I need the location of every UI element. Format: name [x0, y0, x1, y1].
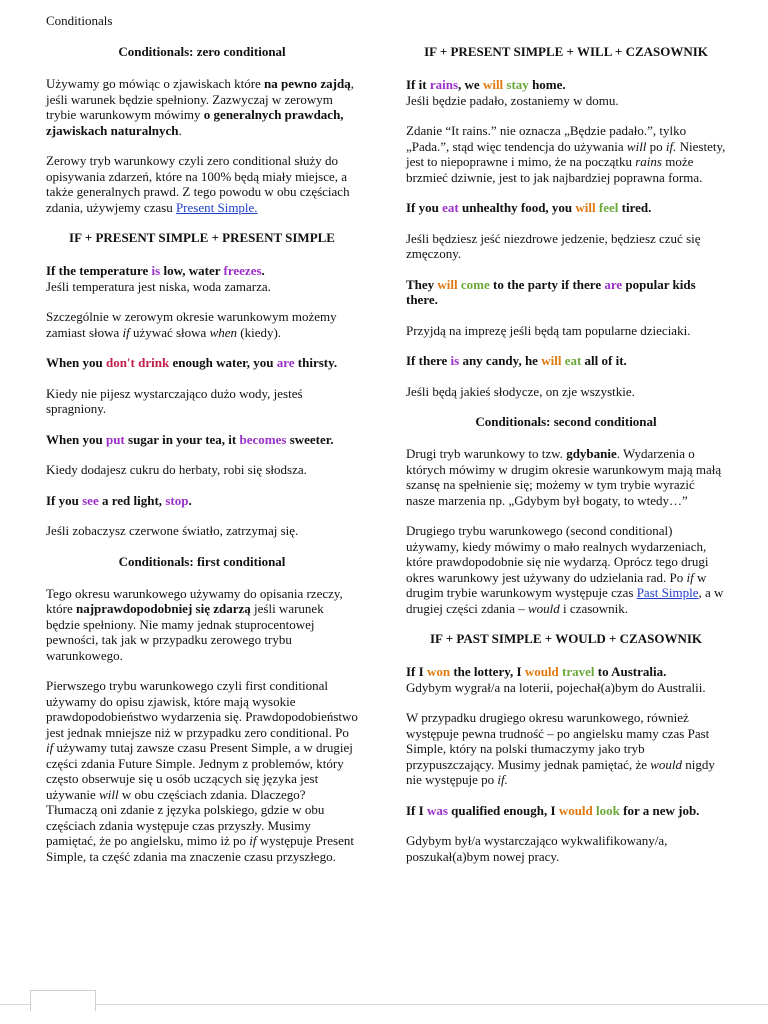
rains-paragraph: Zdanie “It rains.” nie oznacza „Będzie padało.”, tylko „Pada.”, stąd więc tendencja do używania will po if. Niestety, jest to niepoprawne i mimo, że na początku rains może brzmieć dziwnie, jest to jak najbardziej poprawna forma. [406, 123, 726, 185]
zero-detail-paragraph: Zerowy tryb warunkowy czyli zero conditional służy do opisywania zdarzeń, które na 100% będą miały miejsce, a także generalnych prawd. Z tego powodu w obu częściach zdania, używjemy czasu Present Simple. [46, 153, 350, 215]
example-7-translation: Przyjdą na imprezę jeśli będą tam popularne dzieciaki. [406, 322, 691, 338]
formula-zero: IF + PRESENT SIMPLE + PRESENT SIMPLE [69, 230, 335, 245]
present-simple-link[interactable]: Present Simple. [175, 199, 258, 215]
document-header: Conditionals [46, 13, 113, 28]
would-paragraph: W przypadku drugiego okresu warunkowego, również występuje pewna trudność – po angielsku mamy czas Past Simple, który na polski tłumaczymy jako tryb przypuszczający. Musimy jednak pamiętać, że would nigdy nie występuje po if. [406, 710, 715, 787]
example-3-translation: Kiedy dodajesz cukru do herbaty, robi się słodsza. [46, 462, 307, 477]
heading-second-conditional: Conditionals: second conditional [475, 414, 657, 429]
left-column [46, 44, 358, 879]
past-simple-link[interactable]: Past Simple [636, 585, 699, 600]
example-5: If it rains, we will stay home. Jeśli będzie padało, zostaniemy w domu. [406, 77, 619, 108]
heading-first-conditional: Conditionals: first conditional [118, 553, 286, 569]
formula-first: IF + PRESENT SIMPLE + WILL + CZASOWNIK [424, 44, 708, 59]
second-intro-paragraph: Drugi tryb warunkowy to tzw. gdybanie. Wydarzenia o których mówimy w drugim okresie warunkowym mają małą szansę na spełnienie się; możemy w tym trybie wyrazić nasze marzenia np. „Gdybym był bogaty, to wtedy…” [406, 446, 722, 508]
right-column [406, 44, 726, 879]
example-1: If the temperature is low, water freezes. Jeśli temperatura jest niska, woda zamarza. [46, 263, 271, 294]
example-4: If you see a red light, stop. [46, 492, 192, 508]
example-10-translation: Gdybym był/a wystarczająco wykwalifikowany/a, poszukał(a)bym nowej pracy. [406, 833, 668, 864]
page-footer-tab [30, 990, 96, 1011]
example-10: If I was qualified enough, I would look for a new job. [406, 802, 700, 818]
when-paragraph: Szczególnie w zerowym okresie warunkowym możemy zamiast słowa if używać słowa when (kiedy). [46, 309, 337, 340]
example-3: When you put sugar in your tea, it becomes sweeter. [46, 431, 334, 447]
formula-second: IF + PAST SIMPLE + WOULD + CZASOWNIK [429, 631, 703, 646]
example-8: If there is any candy, he will eat all of it. [406, 353, 627, 368]
heading-zero-conditional: Conditionals: zero conditional [118, 44, 286, 59]
page-bottom-edge [0, 1004, 768, 1005]
example-8-translation: Jeśli będą jakieś słodycze, on zje wszystkie. [406, 383, 635, 399]
first-detail-paragraph: Pierwszego trybu warunkowego czyli first conditional używamy do opisu zjawisk, które mają wysokie prawdopodobieństwo wydarzenia się. Prawdopodobieństwo jest jednak mniejsze niż w przypadku zero conditional. Po if używamy tutaj zawsze czasu Present Simple, a w drugiej części zdania Future Simple. Jednym z problemów, który często obserwuje się u osób uczących się języka jest używanie will w obu częściach zdania. Dlaczego? Tłumaczą oni zdanie z języka polskiego, gdzie w obu częściach zdania występuje czas przyszły. Musimy pamiętać, że po angielsku, mimo iż po if występuje Present Simple, ta część zdania ma znaczenie czasu przyszłego. [46, 678, 358, 864]
example-2-translation: Kiedy nie pijesz wystarczająco dużo wody, jesteś spragniony. [46, 385, 303, 416]
first-intro-paragraph: Tego okresu warunkowego używamy do opisania rzeczy, które najprawdopodobniej się zdarzą jeśli warunek będzie spełniony. Nie mamy jednak stuprocentowej pewności, tak jak w przypadku zerowego trybu warunkowego. [46, 585, 343, 663]
example-4-translation: Jeśli zobaczysz czerwone światło, zatrzymaj się. [46, 523, 299, 538]
example-9: If I won the lottery, I would travel to Australia. Gdybym wygrał/a na loterii, pojechał(a)bym do Australii. [406, 664, 706, 695]
example-6: If you eat unhealthy food, you will feel tired. [406, 200, 652, 215]
example-7: They will come to the party if there are popular kids there. [406, 276, 696, 307]
example-2: When you don't drink enough water, you are thirsty. [46, 355, 338, 370]
zero-intro-paragraph: Używamy go mówiąc o zjawiskach które na pewno zajdą, jeśli warunek będzie spełniony. Zazwyczaj w zerowym trybie warunkowym mówimy o generalnych prawdach, zjawiskach naturalnych. [46, 76, 354, 138]
example-6-translation: Jeśli będziesz jeść niezdrowe jedzenie, będziesz czuć się zmęczony. [406, 230, 701, 261]
second-detail-paragraph: Drugiego trybu warunkowego (second conditional) używamy, kiedy mówimy o mało realnych wydarzeniach, które prawdopodobnie się nie wydarzą. Oprócz tego drugi okres warunkowy jest używany do udzielania rad. Po if w drugim trybie warunkowym występuje czas Past Simple, a w drugiej części zdania – would i czasownik. [406, 523, 724, 616]
